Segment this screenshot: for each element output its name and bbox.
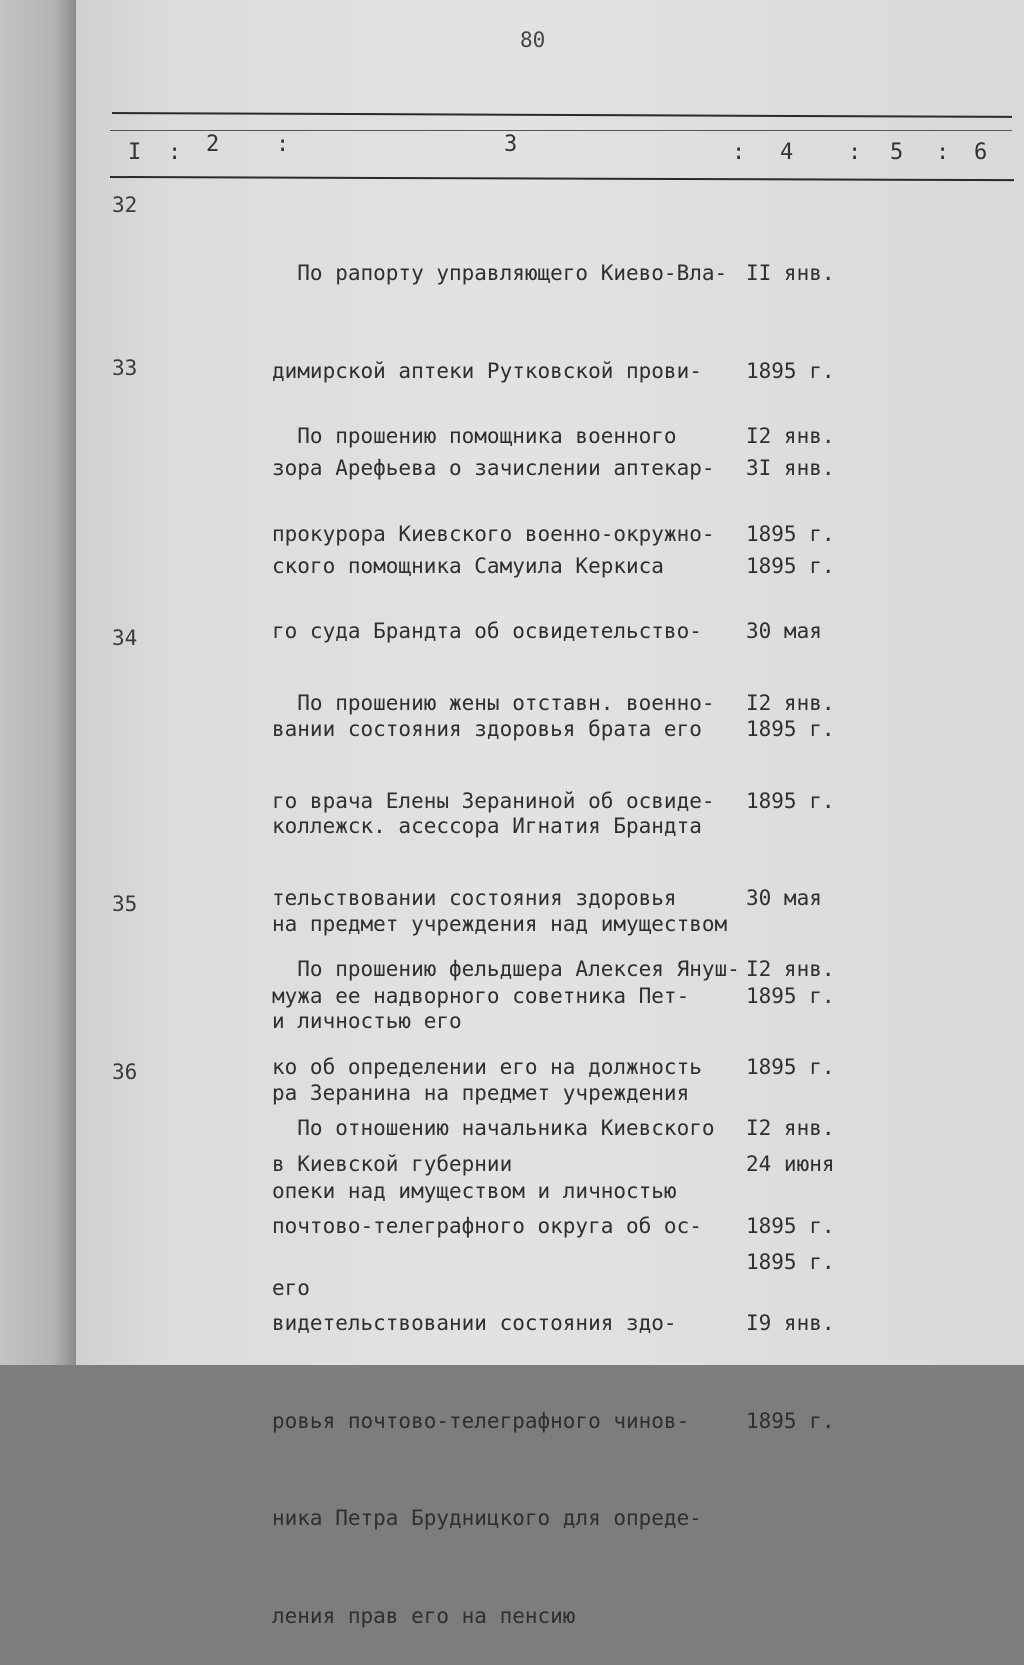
description-line: вании состояния здоровья брата его [272,716,702,741]
date-line: 1895 г. [746,1054,835,1079]
description-line: и личностью его [272,1009,462,1033]
date-line: I2 янв. [746,957,835,981]
date-line: 30 мая [746,619,822,643]
description-line: зора Арефьева о зачислении аптекар- [272,456,715,480]
book-gutter [0,0,76,1365]
description-line: ления прав его на пенсию [272,1603,576,1628]
date-line: 1895 г. [746,1213,835,1238]
date-line: I2 янв. [746,691,835,715]
column-header-1: I [128,140,142,165]
description-line: коллежск. асессора Игнатия Брандта [272,814,702,838]
date-line: 1895 г. [746,521,835,546]
column-header-5: 5 [890,140,904,165]
column-header-6: 6 [974,140,988,165]
column-header-2: 2 [206,132,220,157]
date-line: 1895 г. [746,553,835,578]
description-line: на предмет учреждения над имуществом [272,911,728,936]
description-line: видетельствовании состояния здо- [272,1311,677,1335]
date-line: 30 мая [746,886,822,910]
column-separator: : [848,140,862,165]
column-separator: : [276,132,290,157]
description-line: тельствовании состояния здоровья [272,886,677,910]
description-line: го суда Брандта об освидетельство- [272,619,702,643]
description-line: ника Петра Брудницкого для опреде- [272,1506,702,1530]
description-line: димирской аптеки Рутковской прови- [272,358,702,383]
entry-number-32: 32 [112,193,138,217]
date-line: 1895 г. [746,1408,835,1433]
column-separator: : [168,140,182,165]
entry-dates-36 [746,1047,856,1470]
description-line: го врача Елены Зераниной об освиде- [272,788,715,813]
date-line: 1895 г. [746,358,835,383]
description-line: ровья почтово-телеграфного чинов- [272,1408,690,1433]
description-line: По прошению фельдшера Алексея Януш- [272,957,740,981]
description-line: ра Зеранина на предмет учреждения [272,1081,690,1105]
date-line: I9 янв. [746,1311,835,1335]
entry-number-35: 35 [112,892,138,916]
date-line: 1895 г. [746,788,835,813]
column-separator: : [732,140,746,165]
page-number: 80 [520,28,546,52]
column-header-3: 3 [504,132,518,157]
table-header-rule [110,130,1012,131]
description-line: По прошению помощника военного [272,424,677,448]
description-line: почтово-телеграфного округа об ос- [272,1213,702,1238]
date-line: 1895 г. [746,716,835,741]
description-line: в Киевской губернии [272,1152,513,1176]
column-header-4: 4 [780,140,794,165]
entry-number-33: 33 [112,356,138,380]
description-line: ского помощника Самуила Керкиса [272,553,664,578]
entry-description-36 [272,1047,762,1665]
description-line: По прошению жены отставн. военно- [272,691,715,715]
description-line: По рапорту управляющего Киево-Вла- [272,261,728,285]
description-line: его [272,1276,310,1300]
description-line: По отношению начальника Киевского [272,1116,715,1140]
date-line: 1895 г. [746,1249,835,1274]
date-line: I2 янв. [746,424,835,448]
column-separator: : [936,140,950,165]
description-line: мужа ее надворного советника Пет- [272,983,690,1008]
date-line: 3I янв. [746,456,835,480]
description-line: опеки над имуществом и личностью [272,1178,677,1203]
entry-number-36: 36 [112,1060,138,1084]
description-line: ко об определении его на должность [272,1054,702,1079]
date-line: I2 янв. [746,1116,835,1140]
date-line: 24 июня [746,1152,835,1176]
description-line: прокурора Киевского военно-окружно- [272,521,715,546]
date-line: II янв. [746,261,835,285]
entry-number-34: 34 [112,626,138,650]
date-line: 1895 г. [746,983,835,1008]
